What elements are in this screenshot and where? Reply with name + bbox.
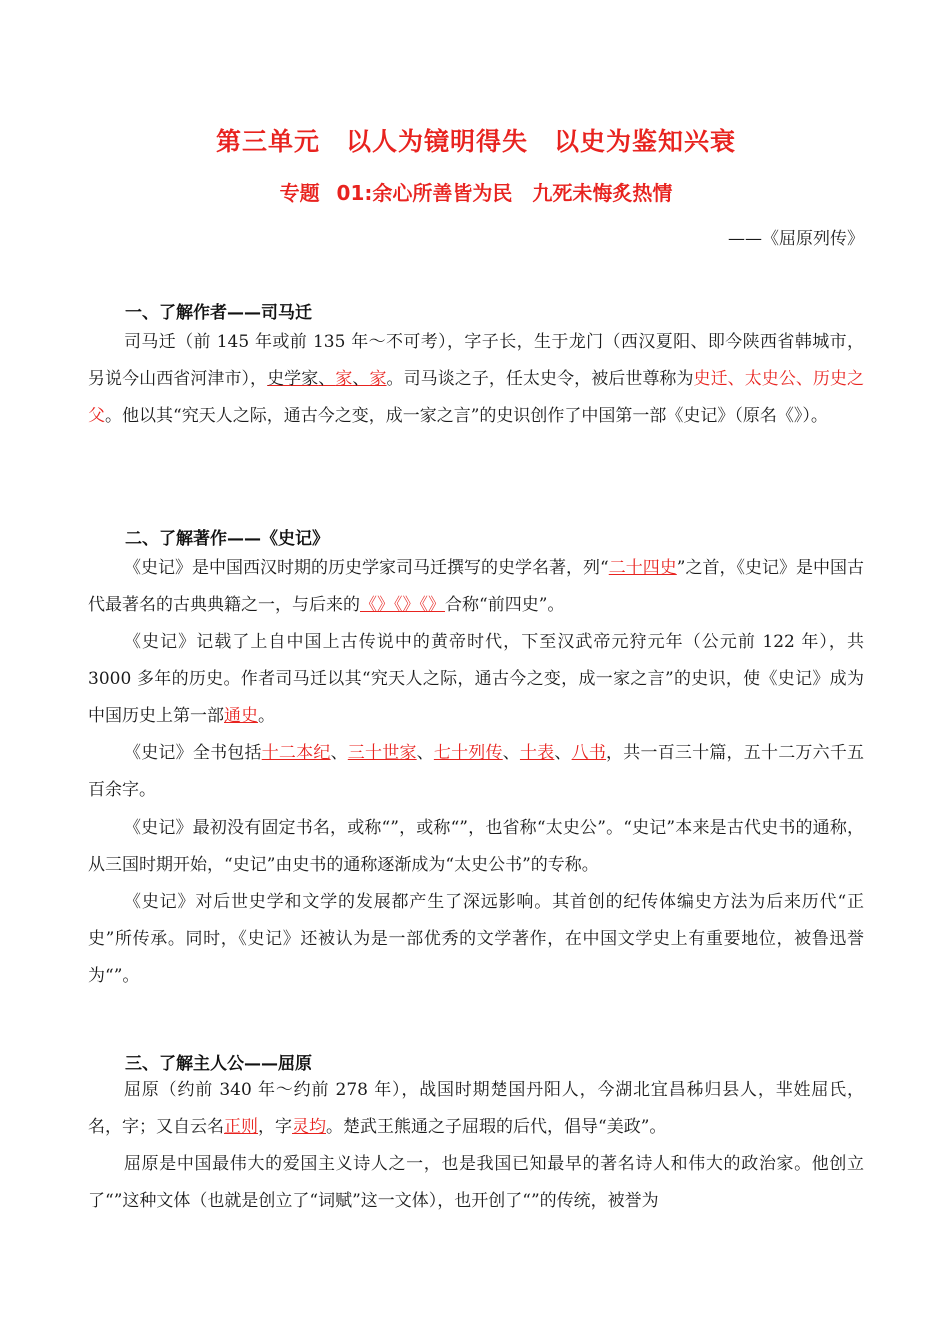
blank-treatises: 八书 bbox=[571, 743, 607, 763]
blank-historian: 史学家 bbox=[267, 369, 319, 389]
blank-general-history: 通史 bbox=[224, 706, 258, 726]
author-paragraph: 司马迁（前 145 年或前 135 年～不可考），字子长，生于龙门（西汉夏阳、即今陕西省韩城市，另说今山西省河津市），史学家、家、家。司马谈之子，任太史令，被后世尊称为史迁、太史公、历史之父。他以其“究天人之际，通古今之变，成一家之言”的史识创作了中国第一部《史记》（原名《》）。 bbox=[88, 332, 865, 426]
section-heading-author: 一、了解作者——司马迁 bbox=[125, 303, 312, 323]
blank-tables: 十表 bbox=[519, 743, 555, 763]
work-paragraph-2: 《史记》记载了上自中国上古传说中的黄帝时代，下至汉武帝元狩元年（公元前 122 年），共 3000 多年的历史。作者司马迁以其“究天人之际，通古今之变，成一家之言”的史识，使《史记》成为中国历史上第一部通史。 bbox=[88, 632, 864, 726]
blank-twenty-four-histories: 二十四史 bbox=[608, 558, 677, 578]
blank-lingjun: 灵均 bbox=[292, 1117, 326, 1137]
blank-zhengze: 正则 bbox=[224, 1117, 258, 1137]
work-paragraph-1: 《史记》是中国西汉时期的历史学家司马迁撰写的史学名著，列“二十四史”之首，《史记》是中国古代最著名的古典典籍之一，与后来的《》《》《》合称“前四史”。 bbox=[88, 558, 864, 615]
work-paragraph-3: 《史记》全书包括十二本纪、三十世家、七十列传、十表、八书，共一百三十篇，五十二万六千五百余字。 bbox=[88, 743, 865, 800]
blank-profession-3: 家 bbox=[369, 369, 387, 389]
protagonist-paragraph-2: 屈原是中国最伟大的爱国主义诗人之一，也是我国已知最早的著名诗人和伟大的政治家。他创立了“”这种文体（也就是创立了“词赋”这一文体），也开创了“”的传统，被誉为 bbox=[88, 1154, 864, 1211]
honorific-titles: 史迁、太史公、历史之父 bbox=[88, 369, 865, 426]
blank-hereditary-houses: 三十世家 bbox=[347, 743, 417, 763]
section-heading-work: 二、了解著作——《史记》 bbox=[125, 529, 329, 549]
blank-annals: 十二本纪 bbox=[261, 743, 331, 763]
work-paragraph-4: 《史记》最初没有固定书名，或称“”，或称“”，也省称“太史公”。“史记”本来是古代史书的通称，从三国时期开始，“史记”由史书的通称逐渐成为“太史公书”的专称。 bbox=[88, 818, 864, 875]
blank-four-histories: 《》《》《》 bbox=[360, 595, 445, 615]
protagonist-paragraph-1: 屈原（约前 340 年～约前 278 年），战国时期楚国丹阳人，今湖北宜昌秭归县人，芈姓屈氏，名，字；又自云名正则，字灵均。楚武王熊通之子屈瑕的后代，倡导“美政”。 bbox=[88, 1080, 864, 1137]
blank-profession-2: 家 bbox=[335, 369, 353, 389]
blank-biographies: 七十列传 bbox=[433, 743, 503, 763]
work-paragraph-5: 《史记》对后世史学和文学的发展都产生了深远影响。其首创的纪传体编史方法为后来历代“正史”所传承。同时，《史记》还被认为是一部优秀的文学著作，在中国文学史上有重要地位，被鲁迅誉为“”。 bbox=[88, 892, 864, 986]
source-attribution: ——《屈原列传》 bbox=[728, 229, 864, 249]
section-heading-protagonist: 三、了解主人公——屈原 bbox=[125, 1054, 312, 1074]
topic-subtitle: 专题 01:余心所善皆为民 九死未悔炙热情 bbox=[279, 181, 673, 205]
unit-title: 第三单元 以人为镜明得失 以史为鉴知兴衰 bbox=[215, 127, 736, 156]
